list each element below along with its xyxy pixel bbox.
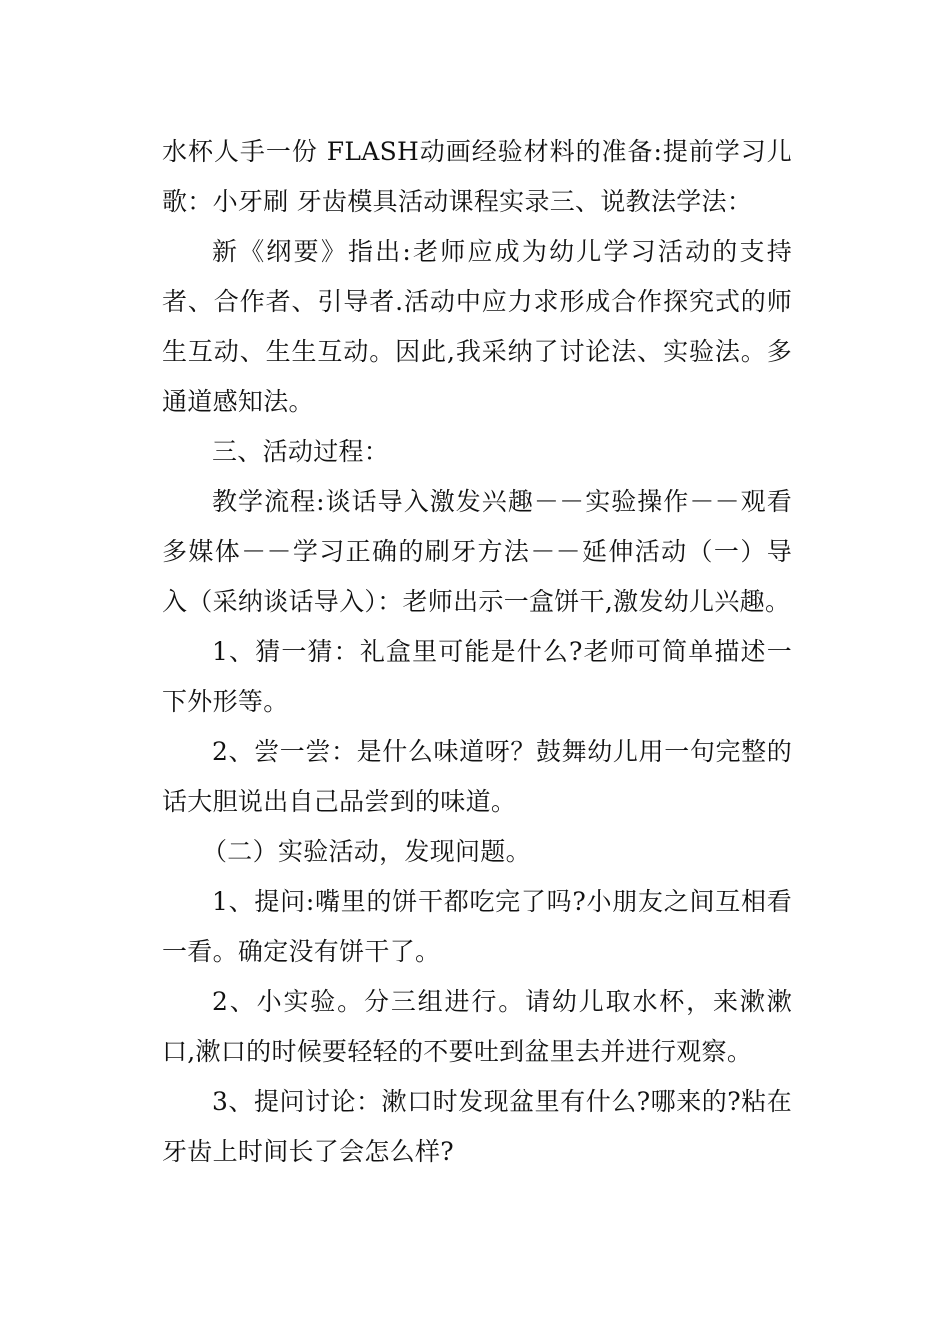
paragraph-guideline: 新《纲要》指出:老师应成为幼儿学习活动的支持者、合作者、引导者.活动中应力求形成合作探究式的师生互动、生生互动。因此,我采纳了讨论法、实验法。多通道感知法。 <box>162 237 792 416</box>
section-heading-experiment: （二）实验活动，发现问题。 <box>202 837 531 866</box>
list-item-guess: 1、猜一猜：礼盒里可能是什么?老师可简单描述一下外形等。 <box>162 637 792 716</box>
list-item-taste: 2、尝一尝：是什么味道呀？鼓舞幼儿用一句完整的话大胆说出自己品尝到的味道。 <box>162 737 792 816</box>
paragraph-materials: 水杯人手一份 FLASH动画经验材料的准备:提前学习儿歌：小牙刷 牙齿模具活动课程实录三、说教法学法： <box>162 137 792 216</box>
list-item-question: 1、提问:嘴里的饼干都吃完了吗?小朋友之间互相看一看。确定没有饼干了。 <box>162 887 792 966</box>
list-item-small-experiment: 2、小实验。分三组进行。请幼儿取水杯，来漱漱口,漱口的时候要轻轻的不要吐到盆里去并进行观察。 <box>162 987 792 1066</box>
list-item-discussion: 3、提问讨论：漱口时发现盆里有什么?哪来的?粘在牙齿上时间长了会怎么样? <box>162 1087 792 1166</box>
section-heading-activity-process: 三、活动过程： <box>212 437 390 466</box>
paragraph-teaching-flow: 教学流程:谈话导入激发兴趣－－实验操作－－观看多媒体－－学习正确的刷牙方法－－延伸活动（一）导入（采纳谈话导入）：老师出示一盒饼干,激发幼儿兴趣。 <box>162 487 792 616</box>
document-body <box>162 127 792 1177</box>
